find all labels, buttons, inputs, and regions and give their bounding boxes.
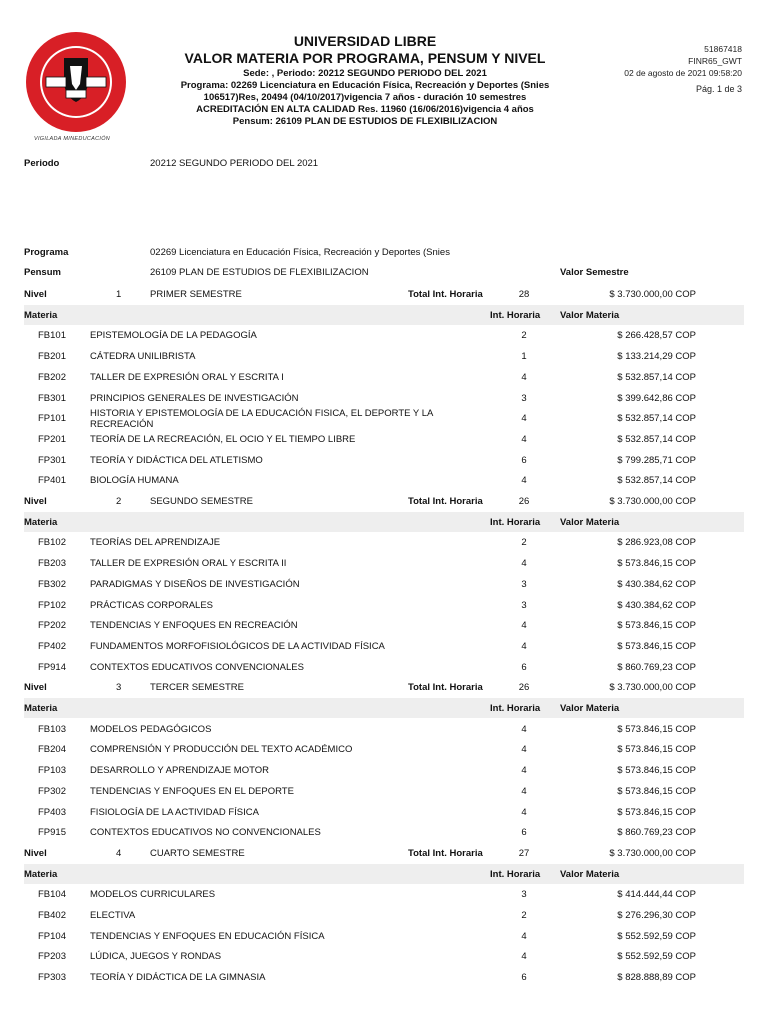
subject-value: $ 532.857,14 COP [617, 371, 696, 383]
header-acreditacion: ACREDITACIÓN EN ALTA CALIDAD Res. 11960 (16/06/2016)vigencia 4 años [196, 104, 534, 115]
table-row [24, 657, 744, 677]
subject-value: $ 532.857,14 COP [617, 413, 696, 425]
page-number: Pág. 1 de 3 [695, 84, 742, 94]
subject-value: $ 860.769,23 COP [617, 661, 696, 673]
nivel-name: TERCER SEMESTRE [150, 682, 244, 694]
table-row [24, 884, 744, 904]
valor-materia-column-header: Valor Materia [560, 309, 620, 321]
subject-name: FUNDAMENTOS MORFOFISIOLÓGICOS DE LA ACTIVIDAD FÍSICA [90, 640, 385, 652]
subject-name: TEORÍA Y DIDÁCTICA DEL ATLETISMO [90, 454, 263, 466]
nivel-total-hours: 26 [518, 682, 530, 694]
subject-value: $ 573.846,15 COP [617, 785, 696, 797]
subject-name: LÚDICA, JUEGOS Y RONDAS [90, 951, 222, 963]
materia-column-header: Materia [24, 868, 58, 880]
subject-value: $ 276.296,30 COP [617, 910, 696, 921]
subject-code: FP914 [38, 661, 66, 673]
int-horaria-column-header: Int. Horaria [490, 868, 541, 880]
subject-value: $ 799.285,71 COP [617, 454, 696, 466]
subject-code: FB103 [38, 723, 66, 735]
subject-hours: 4 [521, 785, 527, 797]
nivel-semester-value: $ 3.730.000,00 COP [609, 847, 696, 859]
table-row [24, 532, 744, 552]
subject-value: $ 573.846,15 COP [617, 806, 696, 818]
logo-caption: VIGILADA MINEDUCACIÓN [34, 136, 111, 142]
subject-value: $ 430.384,62 COP [617, 599, 696, 611]
subject-code: FP104 [38, 930, 66, 942]
subject-hours: 2 [521, 910, 527, 921]
subject-code: FB204 [38, 744, 66, 756]
subject-name: MODELOS PEDAGÓGICOS [90, 723, 212, 735]
subject-name: TALLER DE EXPRESIÓN ORAL Y ESCRITA I [90, 371, 284, 383]
pensum-value: 26109 PLAN DE ESTUDIOS DE FLEXIBILIZACION [150, 267, 369, 278]
nivel-label: Nivel [24, 847, 47, 859]
report-id: 51867418 [704, 44, 742, 54]
programa-value: 02269 Licenciatura en Educación Física, Recreación y Deportes (Snies [150, 247, 450, 258]
subject-name: COMPRENSIÓN Y PRODUCCIÓN DEL TEXTO ACADÉMICO [90, 744, 353, 756]
header-programa: Programa: 02269 Licenciatura en Educación Física, Recreación y Deportes (Snies [180, 80, 550, 91]
subject-code: FP401 [38, 475, 66, 487]
periodo-label: Periodo [24, 158, 60, 169]
subject-value: $ 573.846,15 COP [617, 765, 696, 777]
subject-hours: 3 [521, 578, 527, 590]
valor-semestre-header: Valor Semestre [560, 267, 629, 278]
materia-header-row [24, 864, 744, 884]
subject-hours: 6 [521, 661, 527, 673]
subject-name: TEORÍA Y DIDÁCTICA DE LA GIMNASIA [90, 972, 266, 984]
table-row [24, 450, 744, 470]
nivel-number: 2 [116, 496, 122, 507]
nivel-label: Nivel [24, 289, 47, 300]
valor-materia-column-header: Valor Materia [560, 516, 620, 528]
subject-hours: 2 [521, 330, 527, 342]
subject-code: FP403 [38, 806, 66, 818]
nivel-row [24, 843, 744, 863]
subject-code: FP303 [38, 972, 66, 984]
subject-code: FB402 [38, 910, 66, 921]
subject-code: FB104 [38, 889, 66, 901]
subject-hours: 4 [521, 475, 527, 487]
pensum-label: Pensum [24, 267, 61, 278]
materia-column-header: Materia [24, 516, 58, 528]
nivel-label: Nivel [24, 682, 47, 694]
subject-code: FP202 [38, 620, 66, 632]
materia-header-row [24, 305, 744, 325]
table-row [24, 346, 744, 366]
nivel-semester-value: $ 3.730.000,00 COP [609, 289, 696, 300]
nivel-row [24, 677, 744, 697]
university-seal-logo [24, 30, 128, 134]
materia-header-row [24, 512, 744, 532]
table-row [24, 926, 744, 946]
subject-hours: 6 [521, 454, 527, 466]
subject-value: $ 532.857,14 COP [617, 475, 696, 487]
report-date: 02 de agosto de 2021 09:58:20 [624, 68, 742, 78]
report-code: FINR65_GWT [688, 56, 742, 66]
subject-value: $ 266.428,57 COP [617, 330, 696, 342]
subject-hours: 4 [521, 765, 527, 777]
subject-value: $ 430.384,62 COP [617, 578, 696, 590]
table-row [24, 429, 744, 449]
subject-value: $ 573.846,15 COP [617, 558, 696, 570]
subject-name: TEORÍAS DEL APRENDIZAJE [90, 537, 221, 549]
subject-code: FP402 [38, 640, 66, 652]
subject-value: $ 414.444,44 COP [617, 889, 696, 901]
subject-name: TENDENCIAS Y ENFOQUES EN RECREACIÓN [90, 620, 298, 632]
table-row [24, 553, 744, 573]
subject-hours: 4 [521, 930, 527, 942]
subject-hours: 4 [521, 371, 527, 383]
subject-hours: 4 [521, 806, 527, 818]
subject-code: FP103 [38, 765, 66, 777]
subject-code: FB202 [38, 371, 66, 383]
table-row [24, 967, 744, 987]
total-int-horaria-label: Total Int. Horaria [408, 847, 483, 859]
subject-code: FP915 [38, 827, 66, 839]
subject-code: FB102 [38, 537, 66, 549]
materia-column-header: Materia [24, 309, 58, 321]
table-row [24, 636, 744, 656]
subject-name: TENDENCIAS Y ENFOQUES EN EDUCACIÓN FÍSICA [90, 930, 325, 942]
subject-hours: 1 [521, 351, 527, 363]
subject-code: FP102 [38, 599, 66, 611]
nivel-name: CUARTO SEMESTRE [150, 847, 245, 859]
nivel-name: SEGUNDO SEMESTRE [150, 496, 253, 507]
nivel-semester-value: $ 3.730.000,00 COP [609, 496, 696, 507]
subject-name: PRÁCTICAS CORPORALES [90, 599, 213, 611]
table-row [24, 574, 744, 594]
subject-code: FB203 [38, 558, 66, 570]
subject-name: TENDENCIAS Y ENFOQUES EN EL DEPORTE [90, 785, 294, 797]
table-row [24, 822, 744, 842]
table-row [24, 388, 744, 408]
subject-code: FP203 [38, 951, 66, 963]
nivel-semester-value: $ 3.730.000,00 COP [609, 682, 696, 694]
nivel-name: PRIMER SEMESTRE [150, 289, 242, 300]
subject-value: $ 573.846,15 COP [617, 744, 696, 756]
nivel-total-hours: 28 [518, 289, 530, 300]
nivel-total-hours: 27 [518, 847, 530, 859]
header-resolucion: 106517)Res, 20494 (04/10/2017)vigencia 7 años - duración 10 semestres [203, 92, 527, 103]
valor-materia-column-header: Valor Materia [560, 868, 620, 880]
subject-name: BIOLOGÍA HUMANA [90, 475, 179, 487]
materia-column-header: Materia [24, 703, 58, 714]
subject-hours: 4 [521, 951, 527, 963]
subject-hours: 6 [521, 972, 527, 984]
subject-name: CONTEXTOS EDUCATIVOS CONVENCIONALES [90, 661, 304, 673]
subject-hours: 4 [521, 744, 527, 756]
subject-hours: 4 [521, 640, 527, 652]
subject-hours: 4 [521, 413, 527, 425]
subject-hours: 2 [521, 537, 527, 549]
subject-hours: 6 [521, 827, 527, 839]
subject-code: FB101 [38, 330, 66, 342]
subject-value: $ 573.846,15 COP [617, 640, 696, 652]
subject-name: HISTORIA Y EPISTEMOLOGÍA DE LA EDUCACIÓN FISICA, EL DEPORTE Y LA RECREACIÓN [90, 408, 433, 431]
subject-code: FP101 [38, 413, 66, 425]
int-horaria-column-header: Int. Horaria [490, 309, 541, 321]
total-int-horaria-label: Total Int. Horaria [408, 496, 483, 507]
report-title: VALOR MATERIA POR PROGRAMA, PENSUM Y NIVEL [184, 50, 546, 66]
subject-hours: 3 [521, 599, 527, 611]
subject-value: $ 860.769,23 COP [617, 827, 696, 839]
subject-value: $ 133.214,29 COP [617, 351, 696, 363]
total-int-horaria-label: Total Int. Horaria [408, 289, 483, 300]
subject-name: FISIOLOGÍA DE LA ACTIVIDAD FÍSICA [90, 806, 259, 818]
table-row [24, 367, 744, 387]
subject-hours: 3 [521, 889, 527, 901]
nivel-number: 3 [116, 682, 122, 694]
table-row [24, 905, 744, 925]
subject-hours: 4 [521, 433, 527, 445]
table-row [24, 946, 744, 966]
nivel-row [24, 491, 744, 511]
table-row [24, 408, 744, 431]
subject-code: FP201 [38, 433, 66, 445]
subject-name: DESARROLLO Y APRENDIZAJE MOTOR [90, 765, 269, 777]
subject-code: FB302 [38, 578, 66, 590]
subject-value: $ 532.857,14 COP [617, 433, 696, 445]
table-row [24, 739, 744, 759]
nivel-number: 1 [116, 289, 122, 300]
university-name: UNIVERSIDAD LIBRE [293, 33, 437, 49]
int-horaria-column-header: Int. Horaria [490, 703, 541, 714]
subject-value: $ 552.592,59 COP [617, 930, 696, 942]
subject-name: ELECTIVA [90, 910, 136, 921]
table-row [24, 760, 744, 780]
subject-code: FP302 [38, 785, 66, 797]
subject-name: CONTEXTOS EDUCATIVOS NO CONVENCIONALES [90, 827, 321, 839]
subject-hours: 4 [521, 620, 527, 632]
subject-value: $ 399.642,86 COP [617, 392, 696, 404]
subject-value: $ 552.592,59 COP [617, 951, 696, 963]
nivel-total-hours: 26 [518, 496, 530, 507]
table-row [24, 470, 744, 490]
subject-name: EPISTEMOLOGÍA DE LA PEDAGOGÍA [90, 330, 257, 342]
subject-value: $ 286.923,08 COP [617, 537, 696, 549]
table-row [24, 802, 744, 822]
subject-name: TALLER DE EXPRESIÓN ORAL Y ESCRITA II [90, 558, 287, 570]
subject-hours: 3 [521, 392, 527, 404]
nivel-row [24, 284, 744, 304]
subject-name: TEORÍA DE LA RECREACIÓN, EL OCIO Y EL TIEMPO LIBRE [90, 433, 356, 445]
periodo-value: 20212 SEGUNDO PERIODO DEL 2021 [150, 158, 319, 169]
subject-name: MODELOS CURRICULARES [90, 889, 216, 901]
total-int-horaria-label: Total Int. Horaria [408, 682, 483, 694]
nivel-label: Nivel [24, 496, 47, 507]
subject-value: $ 573.846,15 COP [617, 723, 696, 735]
header-pensum: Pensum: 26109 PLAN DE ESTUDIOS DE FLEXIBILIZACION [232, 116, 498, 127]
table-row [24, 781, 744, 801]
subject-hours: 4 [521, 723, 527, 735]
subject-value: $ 828.888,89 COP [617, 972, 696, 984]
materia-header-row [24, 698, 744, 718]
programa-label: Programa [24, 247, 69, 258]
valor-materia-column-header: Valor Materia [560, 703, 620, 714]
table-row [24, 325, 744, 345]
subject-code: FP301 [38, 454, 66, 466]
subject-name: CÁTEDRA UNILIBRISTA [90, 351, 196, 363]
table-row [24, 615, 744, 635]
table-row [24, 719, 744, 739]
subject-code: FB301 [38, 392, 66, 404]
subject-name: PRINCIPIOS GENERALES DE INVESTIGACIÓN [90, 392, 299, 404]
table-row [24, 595, 744, 615]
subject-code: FB201 [38, 351, 66, 363]
subject-hours: 4 [521, 558, 527, 570]
subject-name: PARADIGMAS Y DISEÑOS DE INVESTIGACIÓN [90, 578, 300, 590]
subject-value: $ 573.846,15 COP [617, 620, 696, 632]
header-sede-periodo: Sede: , Periodo: 20212 SEGUNDO PERIODO DEL 2021 [243, 68, 487, 79]
nivel-number: 4 [116, 847, 122, 859]
int-horaria-column-header: Int. Horaria [490, 516, 541, 528]
